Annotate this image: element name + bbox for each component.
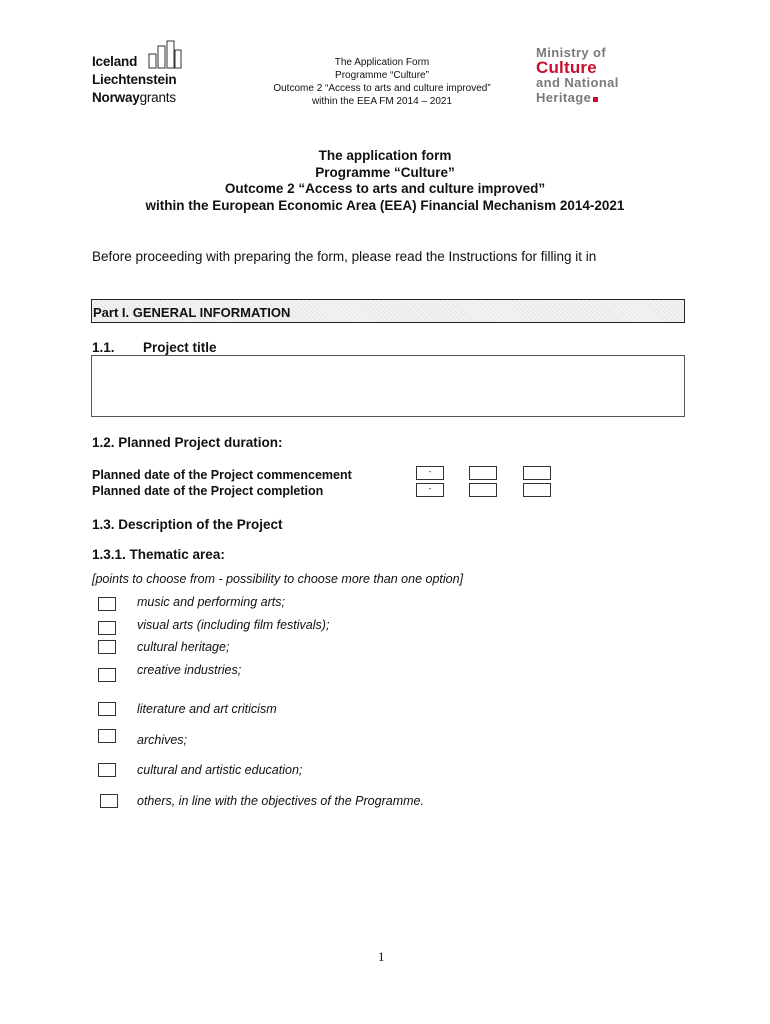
eea-bars-icon <box>148 40 182 74</box>
completion-day-field[interactable] <box>416 483 444 497</box>
header-line: The Application Form <box>334 57 430 68</box>
option-literature: literature and art criticism <box>137 702 277 716</box>
logo-line-norway <box>92 90 176 105</box>
header-line: within the EEA FM 2014 – 2021 <box>311 96 453 107</box>
title-line3: Outcome 2 “Access to arts and culture improved” <box>224 181 546 196</box>
ministry-heritage: Heritage <box>536 90 592 105</box>
checkbox-music[interactable] <box>98 597 116 611</box>
section-1-3-1-heading: 1.3.1. Thematic area: <box>92 547 225 562</box>
completion-month-field[interactable] <box>469 483 497 497</box>
header-line: Programme “Culture” <box>335 70 429 81</box>
logo-norway: Norway <box>92 90 140 105</box>
checkbox-visual-arts[interactable] <box>98 621 116 635</box>
header-form-info <box>232 56 532 108</box>
ministry-line2: Culture <box>536 58 597 77</box>
date-separator: - <box>428 484 432 493</box>
completion-label: Planned date of the Project completion <box>92 484 324 498</box>
ministry-logo <box>536 45 646 107</box>
option-archives: archives; <box>137 733 188 747</box>
option-others: others, in line with the objectives of the Programme. <box>137 794 424 808</box>
ministry-line4 <box>536 90 646 105</box>
ministry-line1: Ministry of <box>536 45 607 60</box>
logo-grants: grants <box>139 90 176 105</box>
date-separator: - <box>428 467 432 476</box>
commencement-year-field[interactable] <box>523 466 551 480</box>
commencement-month-field[interactable] <box>469 466 497 480</box>
intro-text: Before proceeding with preparing the form, please read the Instructions for filling it in <box>92 249 597 264</box>
red-square-icon <box>593 97 598 102</box>
commencement-label: Planned date of the Project commencement <box>92 468 352 482</box>
completion-year-field[interactable] <box>523 483 551 497</box>
option-education: cultural and artistic education; <box>137 763 303 777</box>
thematic-hint: [points to choose from - possibility to choose more than one option] <box>92 572 464 586</box>
checkbox-others[interactable] <box>100 794 118 808</box>
section-1-2-heading: 1.2. Planned Project duration: <box>92 435 283 450</box>
option-visual-arts: visual arts (including film festivals); <box>137 618 330 632</box>
option-music: music and performing arts; <box>137 595 285 609</box>
section-1-1-number: 1.1. <box>92 340 115 355</box>
part1-heading: Part I. GENERAL INFORMATION <box>93 305 291 320</box>
commencement-day-field[interactable] <box>416 466 444 480</box>
checkbox-literature[interactable] <box>98 702 116 716</box>
logo-line-liechtenstein: Liechtenstein <box>92 72 177 87</box>
checkbox-archives[interactable] <box>98 729 116 743</box>
part1-heading-bar <box>91 299 685 323</box>
project-title-field[interactable] <box>91 355 685 417</box>
header-line: Outcome 2 “Access to arts and culture improved” <box>273 83 491 94</box>
section-1-1-label: Project title <box>143 340 217 355</box>
checkbox-education[interactable] <box>98 763 116 777</box>
option-creative-industries: creative industries; <box>137 663 242 677</box>
checkbox-cultural-heritage[interactable] <box>98 640 116 654</box>
eea-grants-logo <box>92 40 202 110</box>
title-line1: The application form <box>318 148 452 163</box>
logo-line-iceland: Iceland <box>92 54 138 69</box>
section-1-3-heading: 1.3. Description of the Project <box>92 517 283 532</box>
title-line4: within the European Economic Area (EEA) Financial Mechanism 2014-2021 <box>145 197 625 213</box>
option-cultural-heritage: cultural heritage; <box>137 640 230 654</box>
page-number: 1 <box>378 949 385 964</box>
document-title <box>60 148 710 214</box>
checkbox-creative-industries[interactable] <box>98 668 116 682</box>
title-line2: Programme “Culture” <box>315 164 455 180</box>
ministry-line3: and National <box>536 75 619 90</box>
